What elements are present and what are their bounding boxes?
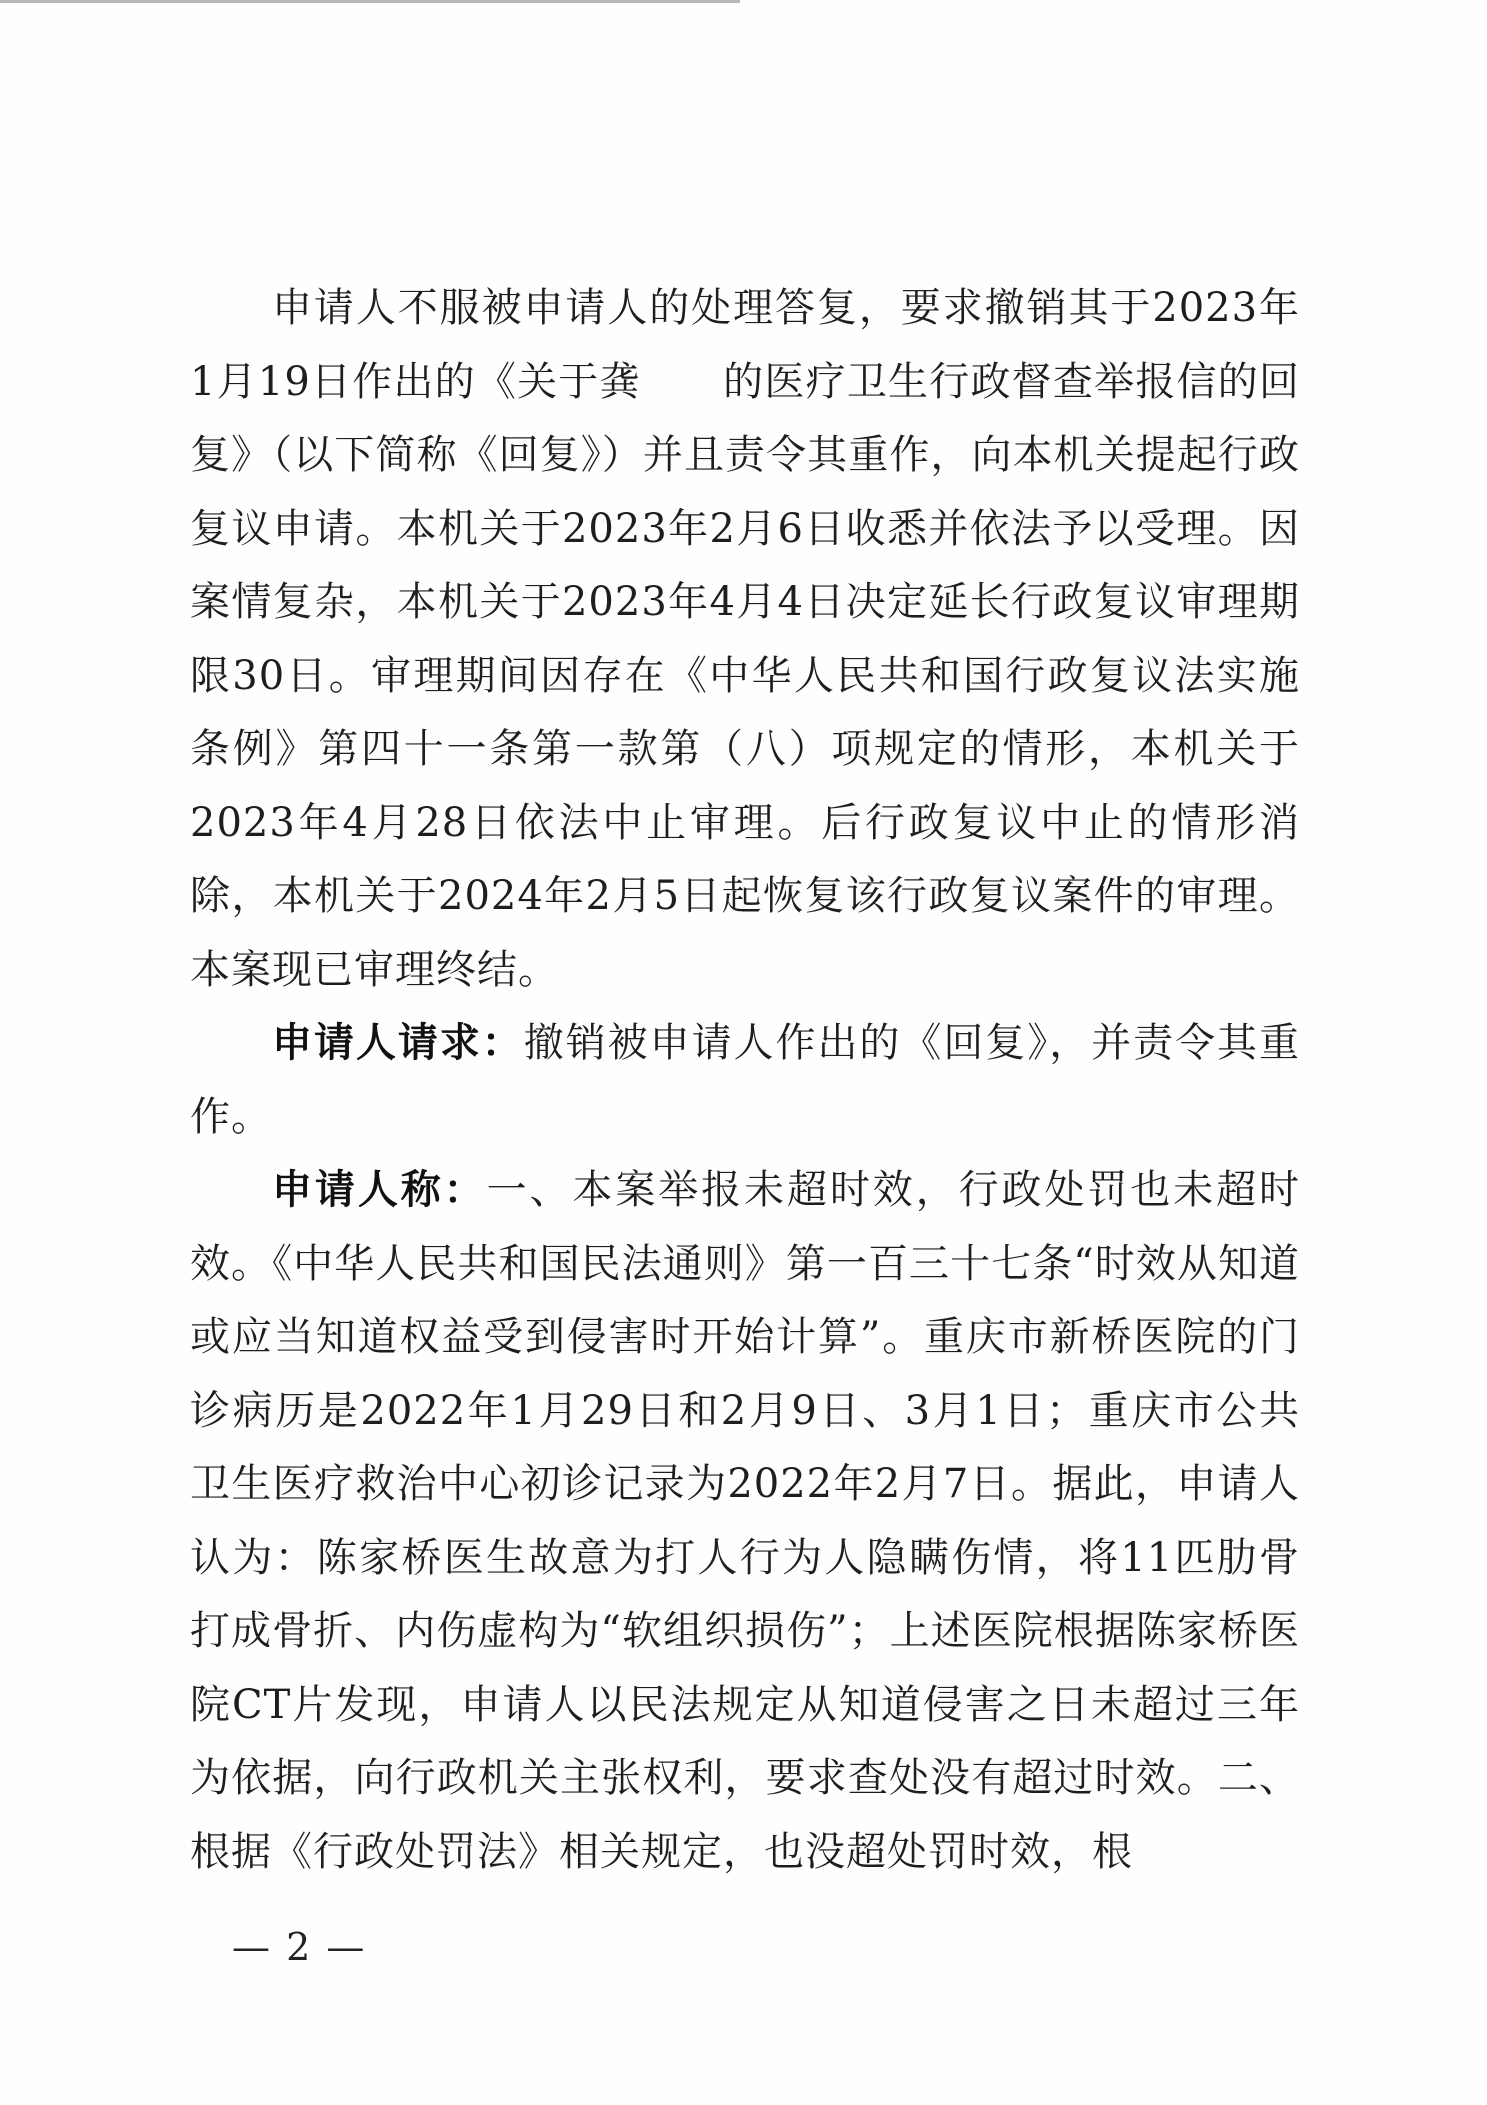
document-body — [190, 272, 1300, 1889]
paragraph-case-background — [190, 272, 1300, 1007]
scan-edge-rule — [0, 0, 740, 3]
paragraph-text: 一、本案举报未超时效，行政处罚也未超时效。《中华人民共和国民法通则》第一百三十七条“时效从知道或应当知道权益受到侵害时开始计算”。重庆市新桥医院的门诊病历是2022年1月29日和2月9日、3月1日；重庆市公共卫生医疗救治中心初诊记录为2022年2月7日。据此，申请人认为：陈家桥医生故意为打人行为人隐瞒伤情，将11匹肋骨打成骨折、内伤虚构为“软组织损伤”；上述医院根据陈家桥医院CT片发现，申请人以民法规定从知道侵害之日未超过三年为依据，向行政机关主张权利，要求查处没有超过时效。二、根据《行政处罚法》相关规定，也没超处罚时效，根 — [190, 1167, 1301, 1875]
page-number: — 2 — — [232, 1925, 367, 1969]
paragraph-text: 申请人不服被申请人的处理答复，要求撤销其于2023年1月19日作出的《关于龚 的医疗卫生行政督查举报信的回复》（以下简称《回复》）并且责令其重作，向本机关提起行政复议申请。本机关于2023年2月6日收悉并依法予以受理。因案情复杂，本机关于2023年4月4日决定延长行政复议审理期限30日。审理期间因存在《中华人民共和国行政复议法实施条例》第四十一条第一款第（八）项规定的情形，本机关于2023年4月28日依法中止审理。后行政复议中止的情形消除，本机关于2024年2月5日起恢复该行政复议案件的审理。本案现已审理终结。 — [190, 285, 1300, 993]
paragraph-lead: 申请人称： — [272, 1167, 487, 1213]
paragraph-applicant-statement — [190, 1154, 1300, 1889]
paragraph-text: 撤销被申请人作出的《回复》，并责令其重作。 — [190, 1020, 1300, 1140]
paragraph-lead: 申请人请求： — [272, 1020, 524, 1066]
paragraph-applicant-request — [190, 1007, 1300, 1154]
